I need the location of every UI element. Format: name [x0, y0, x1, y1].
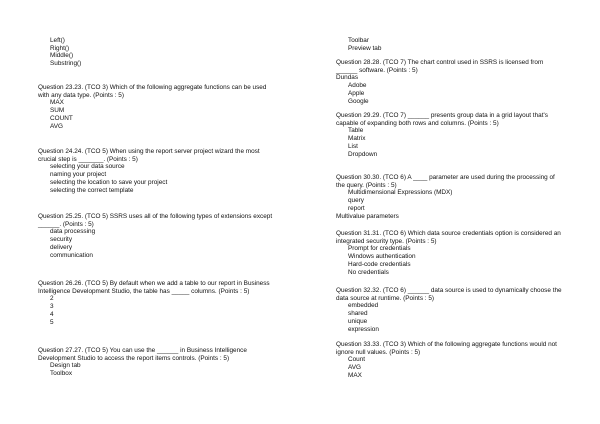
answer-option: SUM: [50, 107, 65, 115]
question-text: Question 23.23. (TCO 3) Which of the following aggregate functions can be used with any data type. (Points : 5): [38, 84, 267, 99]
answer-option: Substring(): [50, 60, 82, 68]
answer-option: Right(): [50, 44, 70, 52]
answer-option: COUNT: [50, 114, 73, 122]
answer-options: [336, 245, 562, 276]
answer-option: List: [348, 142, 358, 150]
answer-options: [38, 295, 274, 326]
answer-option: 5: [50, 318, 54, 326]
answer-options: [336, 189, 562, 220]
answer-options: [38, 99, 274, 130]
answer-option: communication: [50, 251, 93, 259]
answer-option: No credentials: [348, 268, 389, 276]
question-block-q26: [38, 280, 274, 326]
question-block-q31: [336, 230, 562, 276]
answer-option: unique: [348, 317, 368, 325]
question-text: Question 26.26. (TCO 5) By default when we add a table to our report in Business Intelligence Development Studio, the table has _____ columns. (Points : 5): [38, 280, 270, 295]
answer-option: Hard-code credentials: [348, 260, 411, 268]
question-block-q30: [336, 174, 562, 220]
answer-option: naming your project: [50, 171, 107, 179]
answer-option: 2: [50, 295, 54, 303]
answer-option: 4: [50, 310, 54, 318]
answer-option: 3: [50, 303, 54, 311]
question-block-q25: [38, 213, 274, 259]
question-block-q32: [336, 287, 562, 333]
question-text: Question 32.32. (TCO 6) ______ data source is used to dynamically choose the data source at runtime. (Points : 5): [336, 287, 562, 302]
question-block-q27-cont: [336, 37, 562, 52]
answer-option: Dropdown: [348, 150, 378, 158]
answer-option: expression: [348, 325, 379, 333]
answer-option: Preview tab: [348, 44, 382, 52]
question-text: Question 24.24. (TCO 5) When using the report server project wizard the most crucial step is _______. (Points : 5): [38, 148, 260, 163]
answer-options: [336, 356, 562, 379]
answer-option: Design tab: [50, 362, 81, 370]
answer-option: Prompt for credentials: [348, 245, 411, 253]
question-block-q28: [336, 59, 562, 105]
answer-option: data processing: [50, 228, 96, 236]
question-text: Question 33.33. (TCO 3) Which of the following aggregate functions would not ignore null values. (Points : 5): [336, 341, 557, 356]
answer-option: Middle(): [50, 52, 74, 60]
question-block-q33: [336, 341, 562, 380]
answer-options: [336, 37, 562, 52]
answer-option: Dundas: [336, 74, 359, 82]
answer-option: selecting your data source: [50, 163, 125, 171]
answer-option: shared: [348, 310, 368, 318]
answer-option: Apple: [348, 89, 365, 97]
answer-option: embedded: [348, 302, 379, 310]
answer-option: Count: [348, 356, 366, 364]
answer-option: Left(): [50, 37, 65, 44]
answer-options: [38, 228, 274, 259]
answer-option: report: [348, 204, 365, 212]
question-block-q27: [38, 347, 274, 378]
answer-option: Toolbox: [50, 370, 73, 378]
answer-option: MAX: [348, 371, 362, 379]
answer-option: Multivalue parameters: [336, 212, 399, 220]
answer-option: Toolbar: [348, 37, 369, 44]
question-text: Question 31.31. (TCO 6) Which data source credentials option is considered an integrated security type. (Points : 5): [336, 230, 561, 245]
answer-options: [38, 37, 274, 68]
question-block-q29: [336, 112, 562, 158]
answer-option: Multidimensional Expressions (MDX): [348, 189, 453, 197]
answer-option: Matrix: [348, 135, 366, 143]
question-text: Question 30.30. (TCO 6) A ____ parameter are used during the processing of the query. (Points : 5): [336, 174, 555, 189]
question-text: Question 25.25. (TCO 5) SSRS uses all of the following types of extensions except ______. (Points : 5): [38, 213, 273, 228]
answer-option: selecting the location to save your project: [50, 178, 168, 186]
answer-option: query: [348, 197, 364, 205]
answer-options: [336, 127, 562, 158]
question-block-prev-options-left: [38, 37, 274, 68]
question-text: Question 28.28. (TCO 7) The chart control used in SSRS is licensed from ______ software. (Points : 5): [336, 59, 544, 74]
answer-option: delivery: [50, 243, 73, 251]
answer-option: Google: [348, 97, 369, 105]
answer-option: AVG: [50, 122, 64, 130]
answer-option: Windows authentication: [348, 253, 416, 261]
question-block-q24: [38, 148, 274, 194]
answer-options: [38, 362, 274, 377]
question-text: Question 29.29. (TCO 7) ______ presents group data in a grid layout that's capable of expanding both rows and columns. (Points : 5): [336, 112, 548, 127]
answer-options: [336, 302, 562, 333]
answer-options: [38, 163, 274, 194]
answer-option: MAX: [50, 99, 64, 107]
question-block-q23: [38, 84, 274, 130]
answer-option: Table: [348, 127, 364, 135]
answer-option: Adobe: [348, 82, 367, 90]
answer-option: selecting the correct template: [50, 186, 134, 194]
answer-option: security: [50, 236, 73, 244]
answer-option: AVG: [348, 364, 362, 372]
question-text: Question 27.27. (TCO 5) You can use the ______ in Business Intelligence Development Studio to access the report items controls. (Points : 5): [38, 347, 247, 362]
answer-options: [336, 74, 562, 105]
